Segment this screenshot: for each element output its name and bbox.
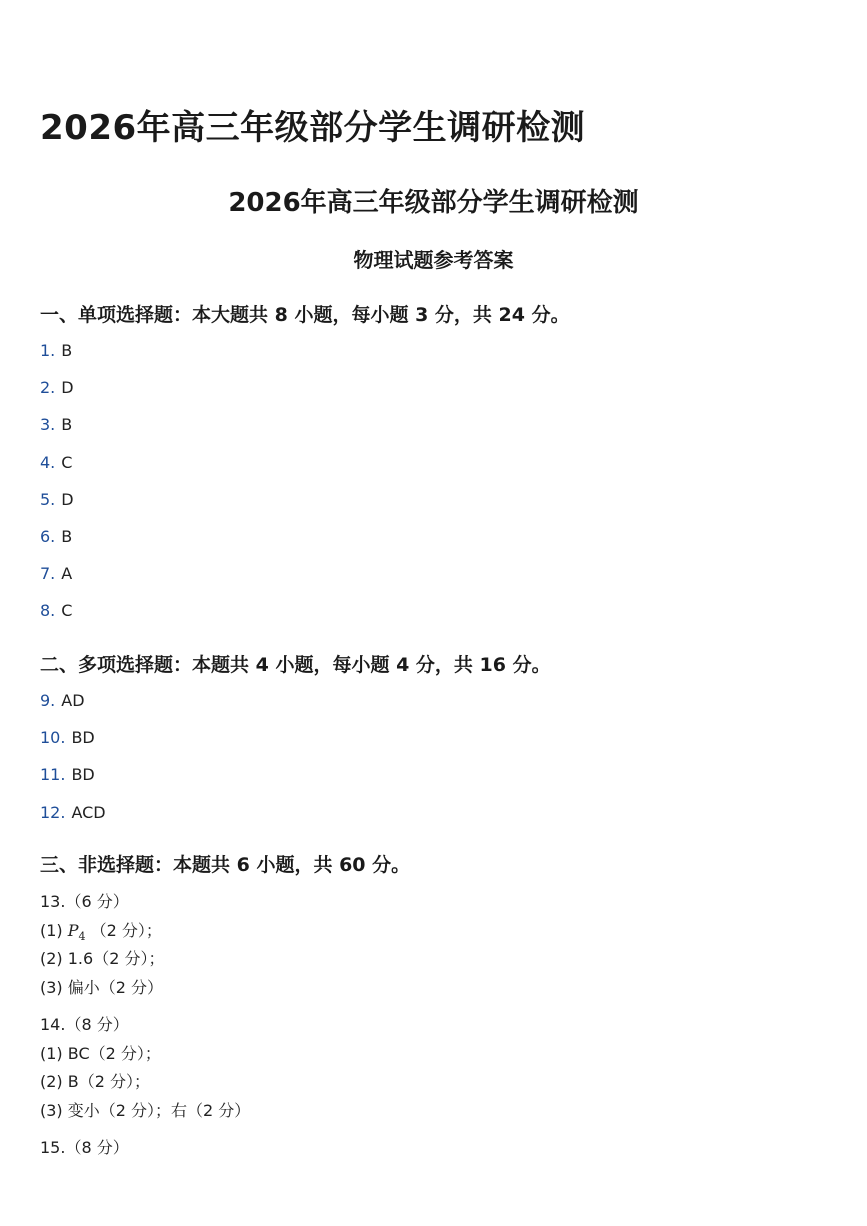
list-item (40, 340, 74, 377)
question-14-title: 14.（8 分） (40, 1015, 129, 1034)
answer-value: BD (71, 765, 95, 785)
answer-value: B (61, 526, 73, 546)
question-number: 2. (40, 378, 56, 398)
question-14-part-3: (3) 变小（2 分）；右（2 分） (40, 1100, 251, 1120)
question-13-part-1 (40, 920, 164, 949)
section-heading-multi-choice: 二、多项选择题：本题共 4 小题，每小题 4 分，共 16 分。 (40, 654, 551, 676)
question-number: 12. (40, 802, 66, 822)
math-variable: P (67, 920, 79, 940)
question-13-part-3: (3) 偏小（2 分） (40, 977, 164, 997)
answer-value: B (61, 415, 73, 435)
question-number: 9. (40, 691, 56, 710)
question-13-part-2: (2) 1.6（2 分）； (40, 949, 165, 968)
answer-value: D (61, 378, 74, 398)
list-item (40, 452, 74, 489)
section-heading-single-choice: 一、单项选择题：本大题共 8 小题，每小题 3 分，共 24 分。 (40, 304, 570, 326)
list-item (40, 414, 74, 451)
list-item (40, 489, 74, 526)
answer-value: B (61, 341, 73, 360)
question-number: 3. (40, 415, 56, 435)
part-score: （2 分）； (85, 920, 162, 940)
math-symbol (67, 920, 86, 943)
single-choice-answer-list (40, 340, 74, 638)
list-item (40, 600, 74, 637)
part-label: (1) (40, 920, 68, 940)
question-number: 1. (40, 341, 56, 360)
question-15-answer (40, 1137, 129, 1166)
question-14-answer (40, 1014, 250, 1128)
document-title: 2026年高三年级部分学生调研检测 (228, 188, 639, 218)
question-number: 8. (40, 601, 56, 621)
question-number: 4. (40, 452, 56, 472)
document-subtitle: 物理试题参考答案 (353, 248, 514, 272)
question-13-title: 13.（6 分） (40, 892, 129, 911)
list-item (40, 764, 106, 801)
question-number: 11. (40, 765, 66, 785)
answer-value: A (61, 564, 73, 584)
answer-value: BD (71, 728, 95, 748)
section-heading-free-response: 三、非选择题：本题共 6 小题，共 60 分。 (40, 854, 411, 876)
answer-value: C (61, 601, 73, 621)
question-number: 7. (40, 564, 56, 584)
question-15-title: 15.（8 分） (40, 1138, 129, 1157)
question-14-part-1: (1) BC（2 分）； (40, 1043, 161, 1063)
question-number: 6. (40, 526, 56, 546)
list-item (40, 526, 74, 563)
question-number: 10. (40, 728, 66, 748)
page-title: 2026年高三年级部分学生调研检测 (40, 108, 586, 148)
list-item (40, 727, 106, 764)
answer-value: ACD (71, 802, 106, 822)
answer-value: AD (61, 691, 85, 710)
question-number: 5. (40, 489, 56, 509)
question-14-part-2: (2) B（2 分）； (40, 1072, 150, 1091)
answer-value: C (61, 452, 73, 472)
list-item (40, 690, 106, 727)
multi-choice-answer-list (40, 690, 106, 839)
list-item (40, 802, 106, 839)
math-subscript: 4 (78, 929, 86, 943)
answer-value: D (61, 489, 74, 509)
list-item (40, 377, 74, 414)
list-item (40, 563, 74, 600)
question-13-answer (40, 891, 164, 1005)
